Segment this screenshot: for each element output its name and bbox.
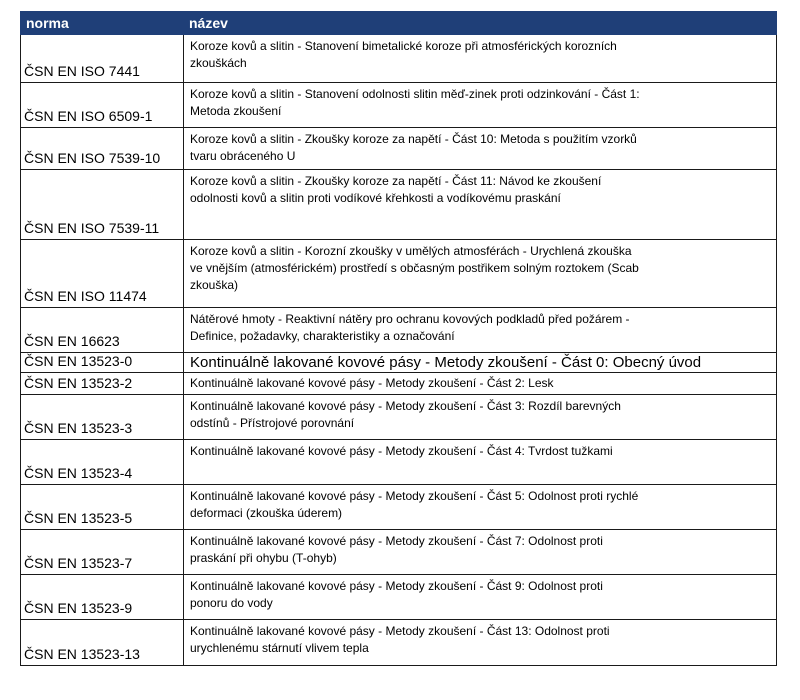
norm-title bbox=[184, 575, 777, 620]
header-norma: norma bbox=[21, 12, 184, 35]
norm-title-text: Koroze kovů a slitin - Stanovení bimetalické koroze při atmosférických korozních zkouškách bbox=[190, 39, 617, 70]
table-row bbox=[21, 170, 777, 240]
norm-code: ČSN EN 13523-7 bbox=[21, 530, 184, 575]
norm-code: ČSN EN ISO 7441 bbox=[21, 35, 184, 83]
norm-title bbox=[184, 530, 777, 575]
norm-title bbox=[184, 485, 777, 530]
table-row bbox=[21, 440, 777, 485]
norm-code: ČSN EN ISO 6509-1 bbox=[21, 83, 184, 128]
table-row bbox=[21, 530, 777, 575]
table-row bbox=[21, 395, 777, 440]
table-row bbox=[21, 620, 777, 666]
table-row bbox=[21, 128, 777, 170]
table-row bbox=[21, 308, 777, 353]
norm-title-text: Koroze kovů a slitin - Stanovení odolnosti slitin měď-zinek proti odzinkování - Část 1: Metoda zkoušení bbox=[190, 87, 640, 118]
norm-title bbox=[184, 35, 777, 83]
norm-title-text: Kontinuálně lakované kovové pásy - Metody zkoušení - Část 2: Lesk bbox=[190, 376, 554, 390]
norm-code: ČSN EN ISO 11474 bbox=[21, 240, 184, 308]
norm-title-text: Kontinuálně lakované kovové pásy - Metody zkoušení - Část 0: Obecný úvod bbox=[190, 354, 702, 371]
norm-code: ČSN EN ISO 7539-10 bbox=[21, 128, 184, 170]
norm-title-text: Koroze kovů a slitin - Zkoušky koroze za napětí - Část 10: Metoda s použitím vzorků tvaru obráceného U bbox=[190, 132, 637, 163]
norm-code: ČSN EN 13523-0 bbox=[21, 353, 184, 373]
header-nazev: název bbox=[184, 12, 777, 35]
norm-title bbox=[184, 308, 777, 353]
norm-title-text: Kontinuálně lakované kovové pásy - Metody zkoušení - Část 13: Odolnost proti urychlenému stárnutí vlivem tepla bbox=[190, 624, 610, 655]
norm-title-text: Kontinuálně lakované kovové pásy - Metody zkoušení - Část 5: Odolnost proti rychlé deformaci (zkouška úderem) bbox=[190, 489, 639, 520]
header-row bbox=[21, 12, 777, 35]
norm-title bbox=[184, 128, 777, 170]
standards-table bbox=[20, 11, 777, 666]
norm-code: ČSN EN 13523-13 bbox=[21, 620, 184, 666]
norm-title bbox=[184, 373, 777, 395]
table-row bbox=[21, 240, 777, 308]
table-row bbox=[21, 373, 777, 395]
norm-title bbox=[184, 353, 777, 373]
norm-title bbox=[184, 240, 777, 308]
norm-title bbox=[184, 440, 777, 485]
table-row bbox=[21, 575, 777, 620]
norm-title-text: Koroze kovů a slitin - Zkoušky koroze za napětí - Část 11: Návod ke zkoušení odolnosti kovů a slitin proti vodíkové křehkosti a vodíkovému praskání bbox=[190, 174, 602, 205]
norm-code: ČSN EN 13523-9 bbox=[21, 575, 184, 620]
norm-code: ČSN EN 13523-5 bbox=[21, 485, 184, 530]
norm-title-text: Nátěrové hmoty - Reaktivní nátěry pro ochranu kovových podkladů před požárem - Definice, požadavky, charakteristiky a označování bbox=[190, 312, 630, 343]
norm-title-text: Kontinuálně lakované kovové pásy - Metody zkoušení - Část 3: Rozdíl barevných odstínů - Přístrojové porovnání bbox=[190, 399, 621, 430]
norm-title-text: Kontinuálně lakované kovové pásy - Metody zkoušení - Část 4: Tvrdost tužkami bbox=[190, 444, 613, 458]
norm-title-text: Kontinuálně lakované kovové pásy - Metody zkoušení - Část 7: Odolnost proti praskání při ohybu (T-ohyb) bbox=[190, 534, 603, 565]
table-row bbox=[21, 35, 777, 83]
table-row bbox=[21, 485, 777, 530]
table-row bbox=[21, 353, 777, 373]
norm-code: ČSN EN 13523-2 bbox=[21, 373, 184, 395]
norm-title-text: Koroze kovů a slitin - Korozní zkoušky v umělých atmosférách - Urychlená zkouška ve vnějším (atmosférickém) prostředí s občasným postřikem solným roztokem (Scab zkouška) bbox=[190, 244, 639, 292]
norm-title-text: Kontinuálně lakované kovové pásy - Metody zkoušení - Část 9: Odolnost proti ponoru do vody bbox=[190, 579, 603, 610]
norm-code: ČSN EN 13523-3 bbox=[21, 395, 184, 440]
norm-title bbox=[184, 83, 777, 128]
norm-code: ČSN EN ISO 7539-11 bbox=[21, 170, 184, 240]
norm-title bbox=[184, 620, 777, 666]
norm-title bbox=[184, 170, 777, 240]
norm-title bbox=[184, 395, 777, 440]
table-row bbox=[21, 83, 777, 128]
norm-code: ČSN EN 13523-4 bbox=[21, 440, 184, 485]
norm-code: ČSN EN 16623 bbox=[21, 308, 184, 353]
